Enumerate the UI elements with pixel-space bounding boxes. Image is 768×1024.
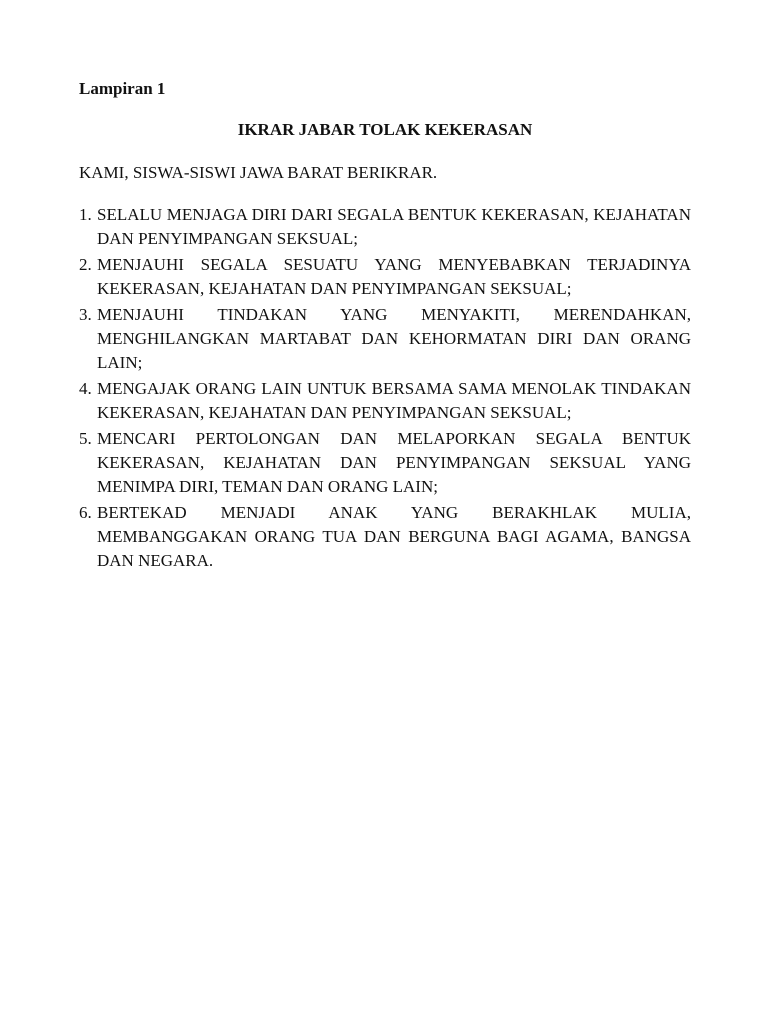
pledge-number: 4. [79, 379, 92, 398]
pledge-text: MENCARI PERTOLONGAN DAN MELAPORKAN SEGALA BENTUK KEKERASAN, KEJAHATAN DAN PENYIMPANGAN SEKSUAL YANG MENIMPA DIRI, TEMAN DAN ORANG LAIN; [97, 429, 691, 496]
pledge-list [79, 203, 691, 575]
pledge-number: 6. [79, 503, 92, 522]
pledge-text: SELALU MENJAGA DIRI DARI SEGALA BENTUK KEKERASAN, KEJAHATAN DAN PENYIMPANGAN SEKSUAL; [97, 205, 691, 248]
pledge-item-3 [79, 303, 691, 375]
pledge-text: MENJAUHI TINDAKAN YANG MENYAKITI, MERENDAHKAN, MENGHILANGKAN MARTABAT DAN KEHORMATAN DIRI DAN ORANG LAIN; [97, 305, 691, 372]
pledge-item-1 [79, 203, 691, 251]
pledge-text: BERTEKAD MENJADI ANAK YANG BERAKHLAK MULIA, MEMBANGGAKAN ORANG TUA DAN BERGUNA BAGI AGAMA, BANGSA DAN NEGARA. [97, 503, 691, 570]
pledge-item-5 [79, 427, 691, 499]
pledge-number: 2. [79, 255, 92, 274]
intro-statement: KAMI, SISWA-SISWI JAWA BARAT BERIKRAR. [79, 163, 438, 182]
pledge-number: 5. [79, 429, 92, 448]
document-title: IKRAR JABAR TOLAK KEKERASAN [237, 120, 533, 139]
pledge-item-4 [79, 377, 691, 425]
pledge-text: MENJAUHI SEGALA SESUATU YANG MENYEBABKAN TERJADINYA KEKERASAN, KEJAHATAN DAN PENYIMPANGAN SEKSUAL; [97, 255, 691, 298]
appendix-label: Lampiran 1 [79, 79, 166, 98]
pledge-number: 3. [79, 305, 92, 324]
pledge-number: 1. [79, 205, 92, 224]
pledge-text: MENGAJAK ORANG LAIN UNTUK BERSAMA SAMA MENOLAK TINDAKAN KEKERASAN, KEJAHATAN DAN PENYIMPANGAN SEKSUAL; [97, 379, 691, 422]
pledge-item-2 [79, 253, 691, 301]
pledge-item-6 [79, 501, 691, 573]
